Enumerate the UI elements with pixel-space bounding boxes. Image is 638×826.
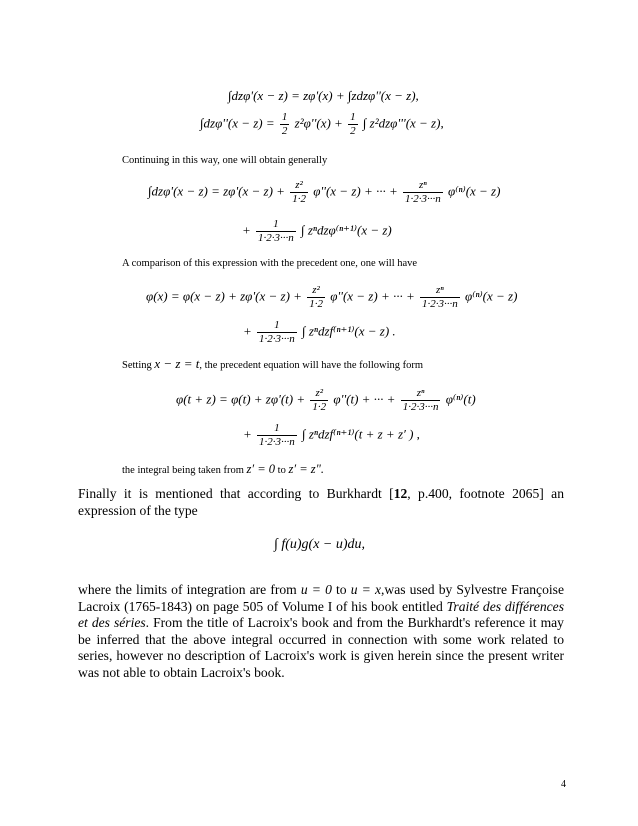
equation-4-end: φ⁽ⁿ⁾(x − z)	[465, 288, 518, 304]
equation-5-end: φ⁽ⁿ⁾(t)	[445, 391, 476, 407]
paragraph-lacroix: where the limits of integration are from u = 0 to u = x,was used by Sylvestre Françoise Lacroix (1765-1843) on page 505 of Volume I of his book entitled Traité des différences et des séries. From the title of Lacroix's book and from the Burkhardt's reference it may be inferred that the above integral occurred in connection with some work related to series, however no description of Lacroix's work is given herein since the present writer was not able to obtain Lacroix's book.	[78, 582, 564, 680]
equation-5-continued: + $\frac{1}{1\cdot 2\cdot 3\cdot\cdot\cdot n}$ ∫ zⁿdzf⁽ⁿ⁺¹⁾(t + z + z′ ) ,	[243, 422, 420, 448]
equation-3-left: ∫dzφ'(x − z) = zφ'(x − z) +	[148, 183, 285, 199]
integral-limit-lower: z′ = 0	[246, 462, 276, 476]
equation-1	[228, 89, 419, 102]
equation-2-fraction: $\frac{1}{2}$	[281, 111, 288, 137]
equation-2-fraction-b: $\frac{1}{2}$	[350, 111, 356, 137]
equation-3	[148, 180, 500, 205]
reference-number: 12	[393, 486, 408, 501]
equation-3b-end: ∫ zⁿdzφ⁽ⁿ⁺¹⁾(x − z)	[301, 222, 392, 238]
equation-5-mid: φ''(t) + ··· +	[333, 391, 396, 407]
limit-lower: u = 0	[300, 582, 332, 597]
integral-limit-upper: z′ = z".	[288, 462, 324, 476]
setting-text: Setting x − z = t, the precedent equation will have the following form	[122, 356, 424, 371]
equation-1-text: ∫dzφ'(x − z) = zφ'(x) + ∫zdzφ''(x − z),	[228, 88, 419, 103]
equation-3-end: φ⁽ⁿ⁾(x − z)	[448, 183, 501, 199]
equation-3-fraction-2: $\frac{\text{zⁿ}}{1\cdot 2\cdot 3\cdot\cdot\cdot n}$	[405, 179, 441, 205]
equation-5b-fraction: $\frac{1}{1\cdot 2\cdot 3\cdot\cdot\cdot n}$	[259, 422, 295, 448]
equation-5-left: φ(t + z) = φ(t) + zφ'(t) +	[176, 391, 306, 407]
page-number: 4	[561, 779, 566, 790]
equation-3-mid: φ''(x − z) + ··· +	[313, 183, 398, 199]
limit-upper: u = x	[350, 582, 381, 597]
equation-2-mid: z²φ''(x) +	[294, 115, 347, 131]
equation-5-fraction-1: $\frac{\text{z²}}{1\cdot 2}$	[312, 387, 327, 413]
equation-4-fraction-2: $\frac{\text{zⁿ}}{1\cdot 2\cdot 3\cdot\cdot\cdot n}$	[422, 284, 458, 310]
equation-2-right: ∫ z²dzφ'''(x − z),	[362, 115, 444, 131]
equation-6	[274, 538, 365, 552]
equation-3-continued: + $\frac{1}{1\cdot 2\cdot 3\cdot\cdot\cdot n}$ ∫ zⁿdzφ⁽ⁿ⁺¹⁾(x − z)	[242, 218, 392, 244]
equation-5-fraction-2: $\frac{\text{zⁿ}}{1\cdot 2\cdot 3\cdot\cdot\cdot n}$	[402, 387, 439, 413]
equation-2-left: ∫dzφ''(x − z) =	[200, 115, 278, 131]
paragraph-burkhardt: Finally it is mentioned that according to Burkhardt [12, p.400, footnote 2065] an expression of the type	[78, 486, 564, 518]
book-title: Traité des différences et des séries	[78, 598, 564, 630]
equation-6-text: ∫ f(u)g(x − u)du,	[274, 537, 366, 552]
equation-4b-end: ∫ zⁿdzf⁽ⁿ⁺¹⁾(x − z) .	[302, 323, 396, 339]
setting-math: x − z = t	[154, 356, 200, 371]
continuing-text: Continuing in this way, one will obtain generally	[122, 155, 328, 166]
equation-5b-end: ∫ zⁿdzf⁽ⁿ⁺¹⁾(t + z + z′ ) ,	[302, 426, 420, 442]
equation-5	[176, 388, 476, 413]
integral-limits-text: the integral being taken from z′ = 0 to z′ = z".	[122, 462, 324, 476]
equation-2	[200, 112, 444, 137]
equation-4-fraction-1: $\frac{\text{z²}}{1\cdot 2}$	[309, 284, 323, 310]
equation-3-fraction-1: $\frac{\text{z²}}{1\cdot 2}$	[292, 179, 306, 205]
equation-4-left: φ(x) = φ(x − z) + zφ'(x − z) +	[146, 288, 302, 304]
equation-4b-fraction: $\frac{1}{1\cdot 2\cdot 3\cdot\cdot\cdot n}$	[259, 319, 295, 345]
equation-3b-fraction: $\frac{1}{1\cdot 2\cdot 3\cdot\cdot\cdot n}$	[258, 218, 294, 244]
equation-4	[146, 285, 517, 310]
equation-4-mid: φ''(x − z) + ··· +	[330, 288, 415, 304]
comparison-text: A comparison of this expression with the precedent one, one will have	[122, 258, 418, 269]
equation-4-continued: + $\frac{1}{1\cdot 2\cdot 3\cdot\cdot\cdot n}$ ∫ zⁿdzf⁽ⁿ⁺¹⁾(x − z) .	[243, 319, 396, 345]
